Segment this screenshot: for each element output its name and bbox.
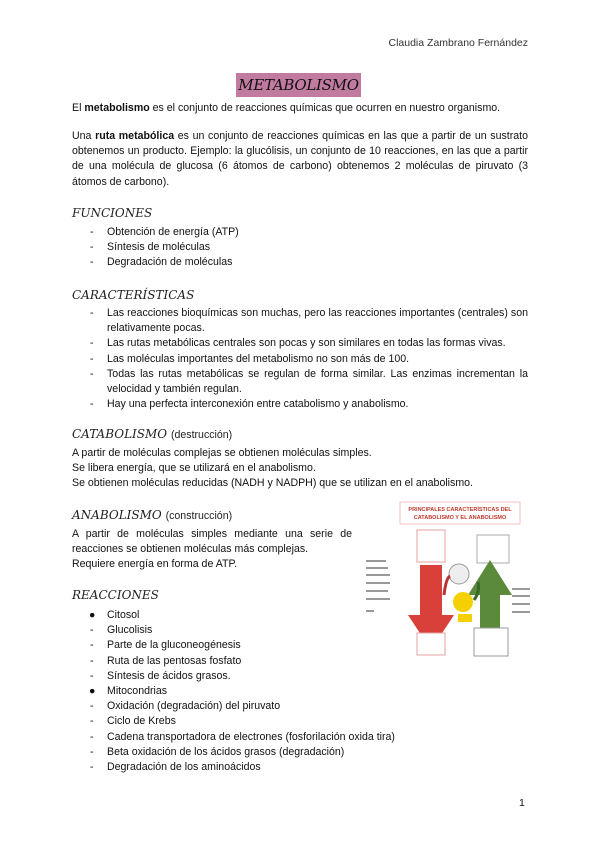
list-item: - Hay una perfecta interconexión entre catabolismo y anabolismo. (72, 397, 528, 412)
ruta-paragraph (72, 129, 528, 190)
svg-text:CATABOLISMO Y EL ANABOLISMO: CATABOLISMO Y EL ANABOLISMO (413, 515, 507, 521)
heading-sub: (destrucción) (170, 429, 233, 441)
page-number: 1 (519, 797, 525, 809)
anabolismo-text (72, 527, 352, 573)
list-item: - Síntesis de moléculas (72, 240, 528, 255)
heading-sub: (construcción) (165, 510, 233, 522)
label: Citosol (107, 609, 140, 621)
group-label (72, 608, 528, 623)
reacciones-list (72, 608, 528, 775)
bold-term: ruta metabólica (95, 130, 175, 142)
text: El (72, 102, 85, 114)
list-item: - Oxidación (degradación) del piruvato (72, 699, 528, 714)
group-label (72, 684, 528, 699)
text: Una (72, 130, 96, 142)
text: es el conjunto de reacciones químicas que ocurren en nuestro organismo. (149, 102, 501, 114)
line: A partir de moléculas complejas se obtienen moléculas simples. (72, 447, 372, 459)
line: A partir de moléculas simples mediante una serie de reacciones se obtienen moléculas más complejas. (72, 528, 352, 556)
list-item: - Beta oxidación de los ácidos grasos (degradación) (72, 745, 528, 760)
heading-reacciones: REACCIONES (72, 588, 159, 602)
funciones-list (72, 225, 528, 271)
line: Se obtienen moléculas reducidas (NADH y NADPH) que se utilizan en el anabolismo. (72, 477, 473, 490)
author-name: Claudia Zambrano Fernández (388, 37, 528, 49)
list-item: - Todas las rutas metabólicas se regulan de forma similar. Las enzimas incrementan la velocidad y también regulan. (72, 367, 528, 397)
catabolismo-text (72, 446, 528, 492)
line: Requiere energía en forma de ATP. (72, 558, 238, 571)
list-item: - Ruta de las pentosas fosfato (72, 654, 528, 669)
list-item: - Glucolisis (72, 623, 528, 638)
list-item: - Las rutas metabólicas centrales son pocas y son similares en todas las formas vivas. (72, 336, 528, 351)
text: es un conjunto de reacciones químicas en las que a partir de un sustrato obtenemos un producto. Ejemplo: la glucólisis, un conjunto de 10 reacciones, en las que a partir de una molécula de glucosa (6 átomos de carbono) obtenemos 2 moléculas de piruvato (3 átomos de carbono). (72, 130, 528, 188)
bullet-icon: ● (89, 685, 96, 698)
list-item: - Parte de la gluconeogénesis (72, 638, 528, 653)
svg-text:PRINCIPALES CARACTERÍSTICAS DE: PRINCIPALES CARACTERÍSTICAS DEL (408, 507, 512, 513)
heading-caracteristicas: CARACTERÍSTICAS (72, 288, 195, 302)
list-item: - Degradación de los aminoácidos (72, 760, 528, 775)
heading-anabolismo (72, 508, 232, 522)
heading-catabolismo (72, 427, 232, 441)
list-item: - Obtención de energía (ATP) (72, 225, 528, 240)
list-item: - Ciclo de Krebs (72, 714, 528, 729)
bold-term: metabolismo (84, 102, 150, 114)
list-item: - Las reacciones bioquímicas son muchas, pero las reacciones importantes (centrales) son relativamente pocas. (72, 306, 528, 336)
heading-funciones: FUNCIONES (72, 206, 153, 220)
list-item: - Síntesis de ácidos grasos. (72, 669, 528, 684)
list-item: - Degradación de moléculas (72, 255, 528, 270)
heading-text: ANABOLISMO (72, 508, 162, 522)
label: Mitocondrias (107, 685, 168, 698)
caracteristicas-list (72, 306, 528, 412)
list-item: - Cadena transportadora de electrones (fosforilación oxida tira) (72, 730, 528, 745)
bullet-icon: ● (89, 609, 96, 621)
heading-text: CATABOLISMO (72, 427, 168, 441)
line: Se libera energía, que se utilizará en el anabolismo. (72, 462, 316, 475)
list-item: - Las moléculas importantes del metabolismo no son más de 100. (72, 352, 528, 367)
page-title: METABOLISMO (236, 73, 361, 97)
intro-paragraph (72, 101, 528, 116)
